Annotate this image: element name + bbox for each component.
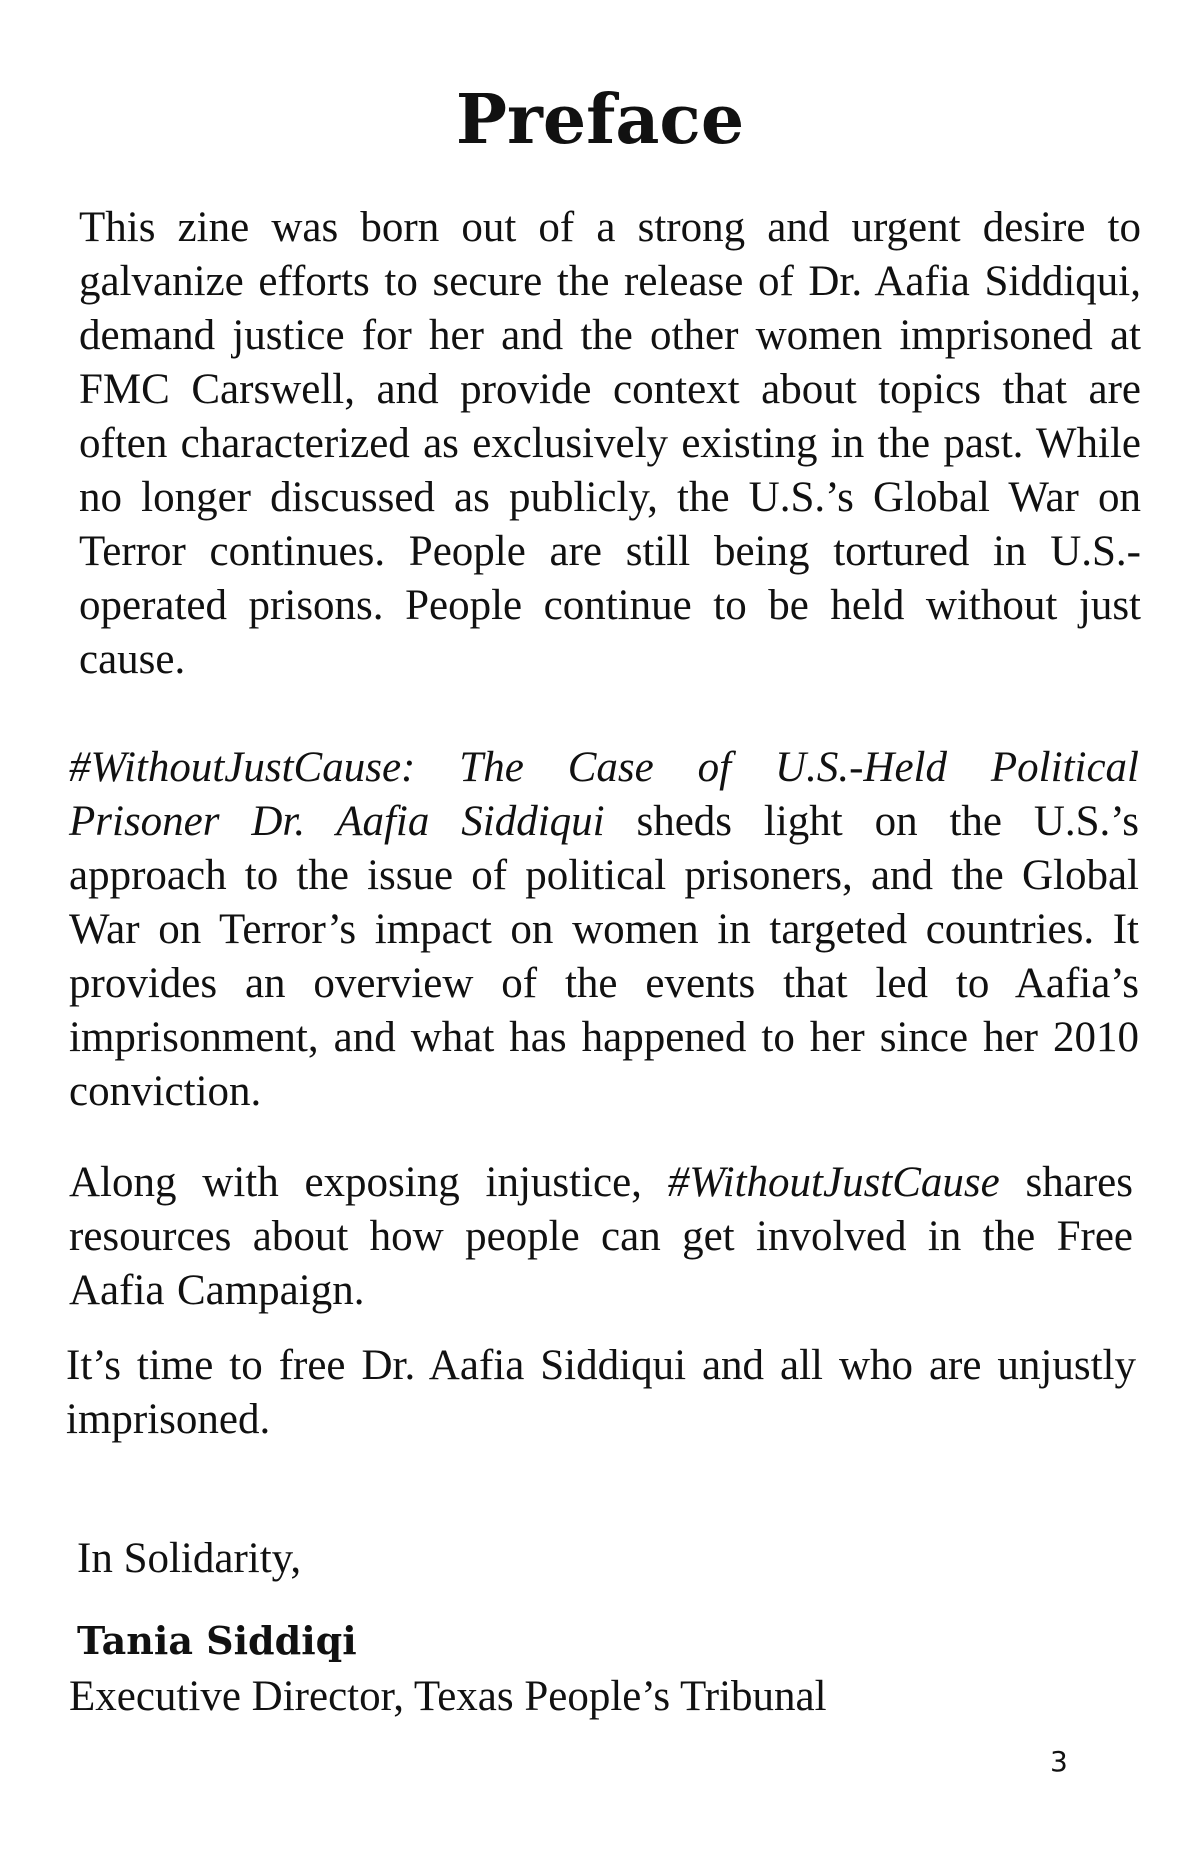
hashtag-italic: #WithoutJustCause: [667, 1159, 1000, 1206]
salutation: In Solidarity,: [77, 1535, 302, 1582]
page-number: 3: [1050, 1745, 1068, 1778]
paragraph-3-text-start: Along with exposing injustice,: [69, 1159, 668, 1206]
preface-paragraph-3: [69, 1156, 1133, 1318]
preface-paragraph-4: It’s time to free Dr. Aafia Siddiqui and all who are unjustly imprisoned.: [66, 1342, 1136, 1443]
signatory-role: Executive Director, Texas People’s Tribunal: [69, 1673, 827, 1720]
zine-title-italic: #WithoutJustCause: The Case of U.S.-Held Political Prisoner Dr. Aafia Siddiqui: [69, 744, 1139, 845]
signatory-name: Tania Siddiqi: [77, 1618, 357, 1663]
preface-paragraph-2: [69, 741, 1139, 1119]
paragraph-3-text-end: shares resources about how people can get involved in the Free Aafia Campaign.: [69, 1159, 1133, 1314]
paragraph-2-text: sheds light on the U.S.’s approach to the issue of political prisoners, and the Global War on Terror’s impact on women in targeted countries. It provides an overview of the events that led to Aafia’s imprisonment, and what has happened to her since her 2010 conviction.: [69, 798, 1139, 1115]
page-title: Preface: [455, 80, 745, 160]
preface-paragraph-1: This zine was born out of a strong and urgent desire to galvanize efforts to secure the release of Dr. Aafia Siddiqui, demand justice for her and the other women imprisoned at FMC Carswell, and provide context about topics that are often characterized as exclusively existing in the past. While no longer discussed as publicly, the U.S.’s Global War on Terror continues. People are still being tortured in U.S.-operated prisons. People continue to be held without just cause.: [79, 204, 1141, 683]
